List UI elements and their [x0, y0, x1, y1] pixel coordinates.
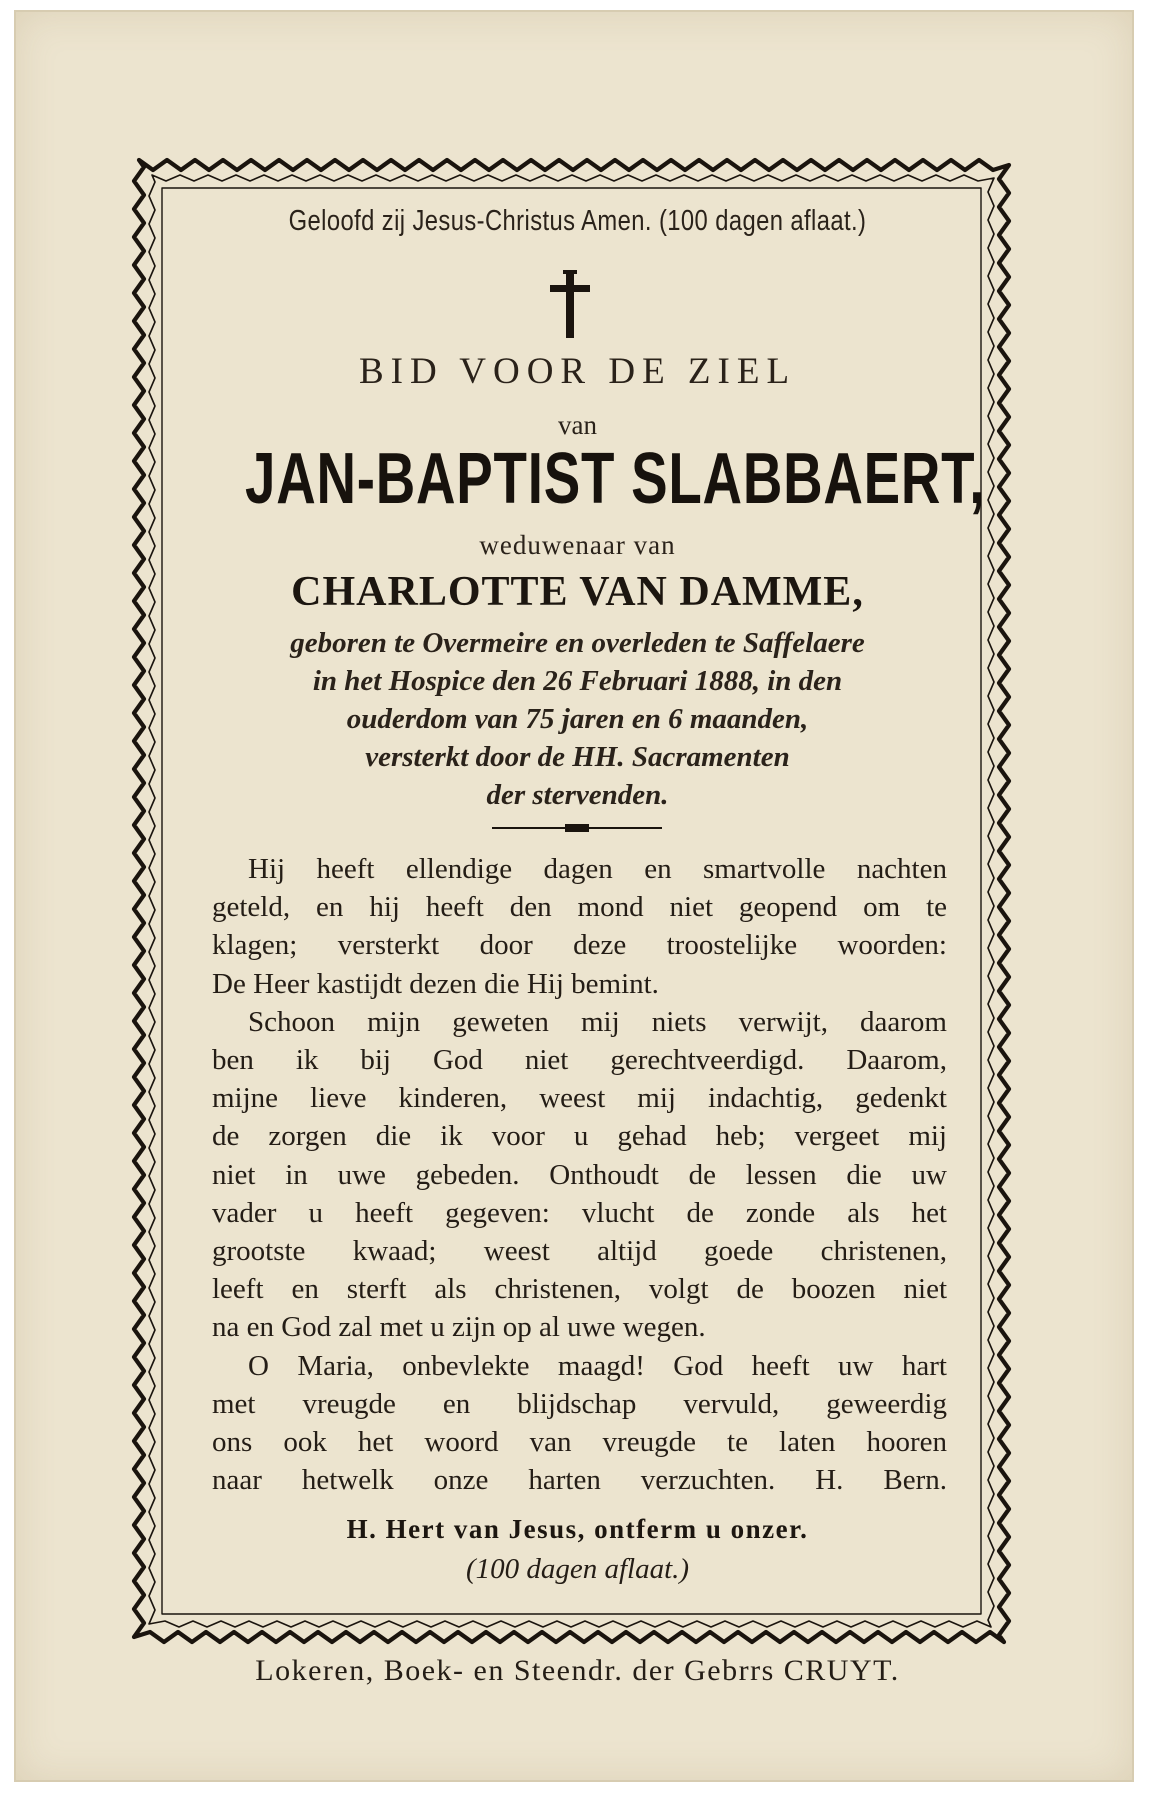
detail-line: in het Hospice den 26 Februari 1888, in den — [312, 665, 843, 697]
text-line: leeft en sterft als christenen, volgt de boozen niet — [212, 1273, 947, 1306]
van-label: van — [558, 410, 597, 440]
text-line: met vreugde en blijdschap vervuld, geweerdig — [212, 1387, 947, 1420]
text-line: klagen; versterkt door deze troostelijke woorden: — [212, 929, 947, 962]
text-line: ben ik bij God niet gerechtveerdigd. Daarom, — [212, 1044, 947, 1077]
spouse-name: CHARLOTTE VAN DAMME, — [291, 569, 864, 615]
closing-indulgence: (100 dagen aflaat.) — [465, 1553, 690, 1585]
detail-line: geboren te Overmeire en overleden te Saffelaere — [290, 627, 865, 659]
text-line: ons ook het woord van vreugde te laten hooren — [212, 1426, 947, 1459]
text-line: O Maria, onbevlekte maagd! God heeft uw hart — [248, 1349, 947, 1382]
text-line: de zorgen die ik voor u gehad heb; vergeet mij — [212, 1120, 947, 1153]
separator-ornament — [492, 822, 662, 834]
text-line: Hij heeft ellendige dagen en smartvolle nachten — [248, 853, 947, 885]
text-line: grootste kwaad; weest altijd goede christenen, — [212, 1235, 947, 1268]
detail-line: ouderdom van 75 jaren en 6 maanden, — [346, 703, 809, 735]
detail-line: versterkt door de HH. Sacramenten — [365, 741, 790, 773]
prayer-line: BID VOOR DE ZIEL — [358, 351, 797, 392]
memorial-text — [212, 850, 947, 1499]
printer-credit: Lokeren, Boek- en Steendr. der Gebrrs CRUYT. — [255, 1654, 900, 1687]
text-line: na en God zal met u zijn op al uwe wegen. — [212, 1311, 706, 1344]
indulgence-header: Geloofd zij Jesus-Christus Amen. (100 dagen aflaat.) — [288, 205, 867, 237]
deceased-name: JAN-BAPTIST SLABBAERT, — [245, 439, 986, 519]
detail-line: der stervenden. — [486, 779, 669, 811]
text-line: naar hetwelk onze harten verzuchten. H. Bern. — [212, 1464, 947, 1497]
text-line: vader u heeft gegeven: vlucht de zonde als het — [212, 1196, 947, 1229]
closing-prayer: H. Hert van Jesus, ontferm u onzer. — [346, 1514, 809, 1544]
text-line: De Heer kastijdt dezen die Hij bemint. — [212, 967, 659, 1000]
relation-label: weduwenaar van — [479, 530, 676, 560]
text-line: Schoon mijn geweten mij niets verwijt, daarom — [248, 1005, 947, 1038]
death-details — [190, 624, 965, 814]
text-line: niet in uwe gebeden. Onthoudt de lessen die uw — [212, 1158, 947, 1191]
text-line: mijne lieve kinderen, weest mij indachtig, gedenkt — [212, 1082, 947, 1115]
text-line: geteld, en hij heeft den mond niet geopend om te — [212, 891, 947, 924]
cross-icon — [548, 268, 592, 340]
